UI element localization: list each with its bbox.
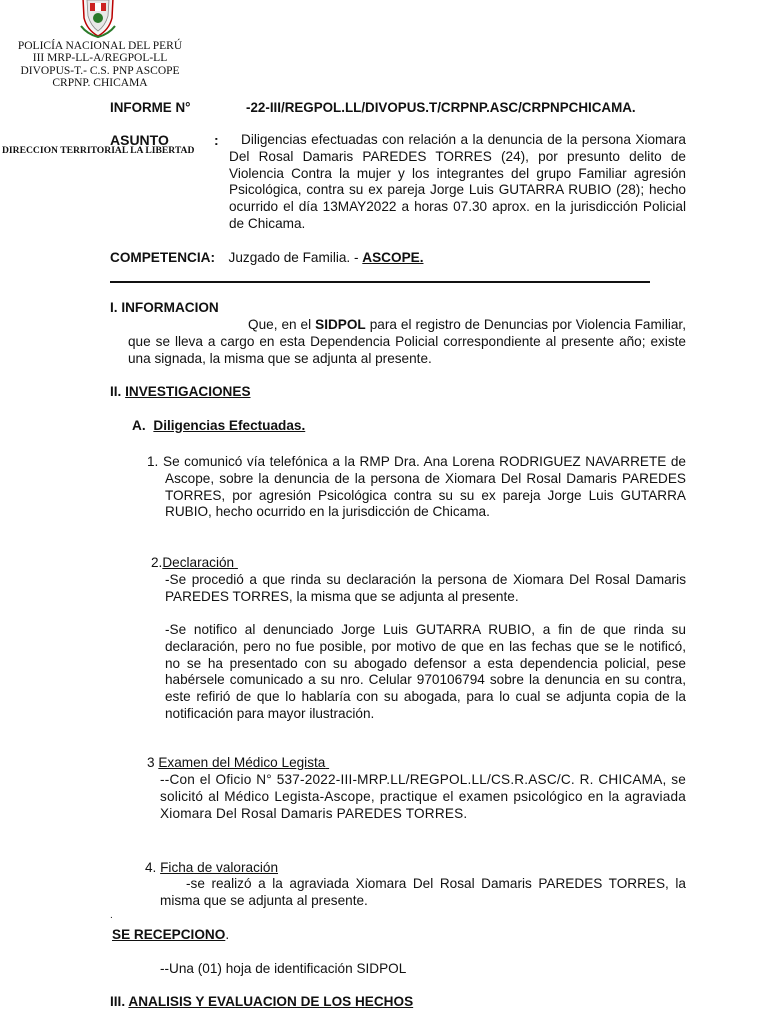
item-4-text: -se realizó a la agraviada Xiomara Del Rosal Damaris PAREDES TORRES, la misma que se adjunta al presente.: [160, 876, 686, 908]
asunto-colon: :: [214, 132, 219, 148]
section-2-title: INVESTIGACIONES: [125, 384, 251, 399]
section-3-title: ANALISIS Y EVALUACION DE LOS HECHOS: [128, 994, 414, 1009]
item-3-heading: [147, 755, 329, 772]
section-3-heading: [110, 994, 413, 1011]
competencia-place: ASCOPE.: [362, 250, 424, 265]
recepciono-period: .: [225, 927, 230, 942]
section-2-prefix: II.: [110, 384, 122, 399]
asunto-label: ASUNTO: [110, 132, 169, 148]
institution-header: [0, 40, 200, 90]
item-2-title: Declaración: [162, 555, 235, 570]
recepciono-title: SE RECEPCIONO: [112, 927, 226, 942]
section-1-text-after: para el registro de Denuncias por Violencia Familiar, que se lleva a cargo en esta Dependencia Policial correspondiente al presente año; existe una signada, la misma que se adjunta al presente.: [128, 317, 686, 366]
section-1-text-before: Que, en el: [248, 317, 316, 332]
section-3-prefix: III.: [110, 994, 126, 1009]
section-1-title: I. INFORMACION: [110, 300, 219, 315]
subsection-a-title: Diligencias Efectuadas.: [153, 418, 306, 433]
stray-dot: .: [110, 910, 113, 921]
informe-number: -22-III/REGPOL.LL/DIVOPUS.T/CRPNP.ASC/CRPNPCHICAMA.: [246, 100, 636, 115]
directorate-label: DIRECCION TERRITORIAL LA LIBERTAD: [2, 145, 195, 156]
header-line-1: POLICÍA NACIONAL DEL PERÚ: [17, 40, 183, 52]
item-3-title: Examen del Médico Legista: [158, 755, 326, 770]
sidpol-term: SIDPOL: [315, 317, 366, 332]
section-2-heading: [110, 384, 251, 401]
separator-line: [110, 281, 650, 283]
item-1-text: Se comunicó vía telefónica a la RMP Dra. Ana Lorena RODRIGUEZ NAVARRETE de Ascope, sobre la denuncia de la persona de Xiomara Del Rosal Damaris PAREDES TORRES, por agresión Psicológica contra su su ex pareja Jorge Luis GUTARRA RUBIO, hecho ocurrido en la jurisdicción de Chicama.: [163, 454, 686, 520]
recepciono-item: --Una (01) hoja de identificación SIDPOL: [160, 961, 407, 976]
header-line-3: DIVOPUS-T.- C.S. PNP ASCOPE: [20, 64, 180, 77]
item-2-number: 2.: [151, 555, 163, 570]
item-4-number: 4.: [145, 860, 157, 875]
item-4-heading: [145, 860, 278, 877]
item-1-number: 1.: [147, 454, 159, 469]
item-2-paragraph-2: -Se notifico al denunciado Jorge Luis GUTARRA RUBIO, a fin de que rinda su declaración, pero no fue posible, por motivo de que en las fechas que se le notificó, no se ha presentado con su abogado defensor a esta dependencia policial, pese habérsele comunicado a su nro. Celular 970106794 sobre la denuncia en su contra, este refirió de que lo hablaría con su abogada, para lo cual se adjunta copia de la notificación para mayor ilustración.: [165, 622, 686, 721]
subsection-a-prefix: A.: [132, 418, 146, 433]
item-4-title: Ficha de valoración: [160, 860, 279, 875]
competencia-label: COMPETENCIA:: [110, 250, 215, 265]
header-line-4: CRPNP. CHICAMA: [52, 77, 148, 90]
competencia-line: [110, 250, 423, 267]
subsection-a-heading: [132, 418, 305, 435]
competencia-text: Juzgado de Familia. -: [228, 250, 359, 265]
police-crest-icon: [79, 0, 117, 38]
section-1-text: [128, 317, 686, 367]
item-3-number: 3: [147, 755, 155, 770]
informe-label: INFORME N°: [110, 100, 191, 115]
asunto-text: Diligencias efectuadas con relación a la denuncia de la persona Xiomara Del Rosal Damaris PAREDES TORRES (24), por presunto delito de Violencia Contra la mujer y los integrantes del grupo Familiar agresión Psicológica, contra su ex pareja Jorge Luis GUTARRA RUBIO (28); hecho ocurrido el día 13MAY2022 a horas 07.30 aprox. en la jurisdicción Policial de Chicama.: [229, 132, 686, 231]
header-line-2: III MRP-LL-A/REGPOL-LL: [32, 52, 168, 65]
item-3-text: --Con el Oficio N° 537-2022-III-MRP.LL/REGPOL.LL/CS.R.ASC/C. R. CHICAMA, se solicitó al Médico Legista-Ascope, practique el examen psicológico en la agraviada Xiomara Del Rosal Damaris PAREDES TORRES.: [160, 772, 686, 821]
recepciono-heading: [112, 927, 229, 944]
item-2-paragraph-1: -Se procedió a que rinda su declaración la persona de Xiomara Del Rosal Damaris PAREDES TORRES, la misma que se adjunta al presente.: [165, 572, 686, 604]
item-2-heading: [151, 555, 238, 572]
